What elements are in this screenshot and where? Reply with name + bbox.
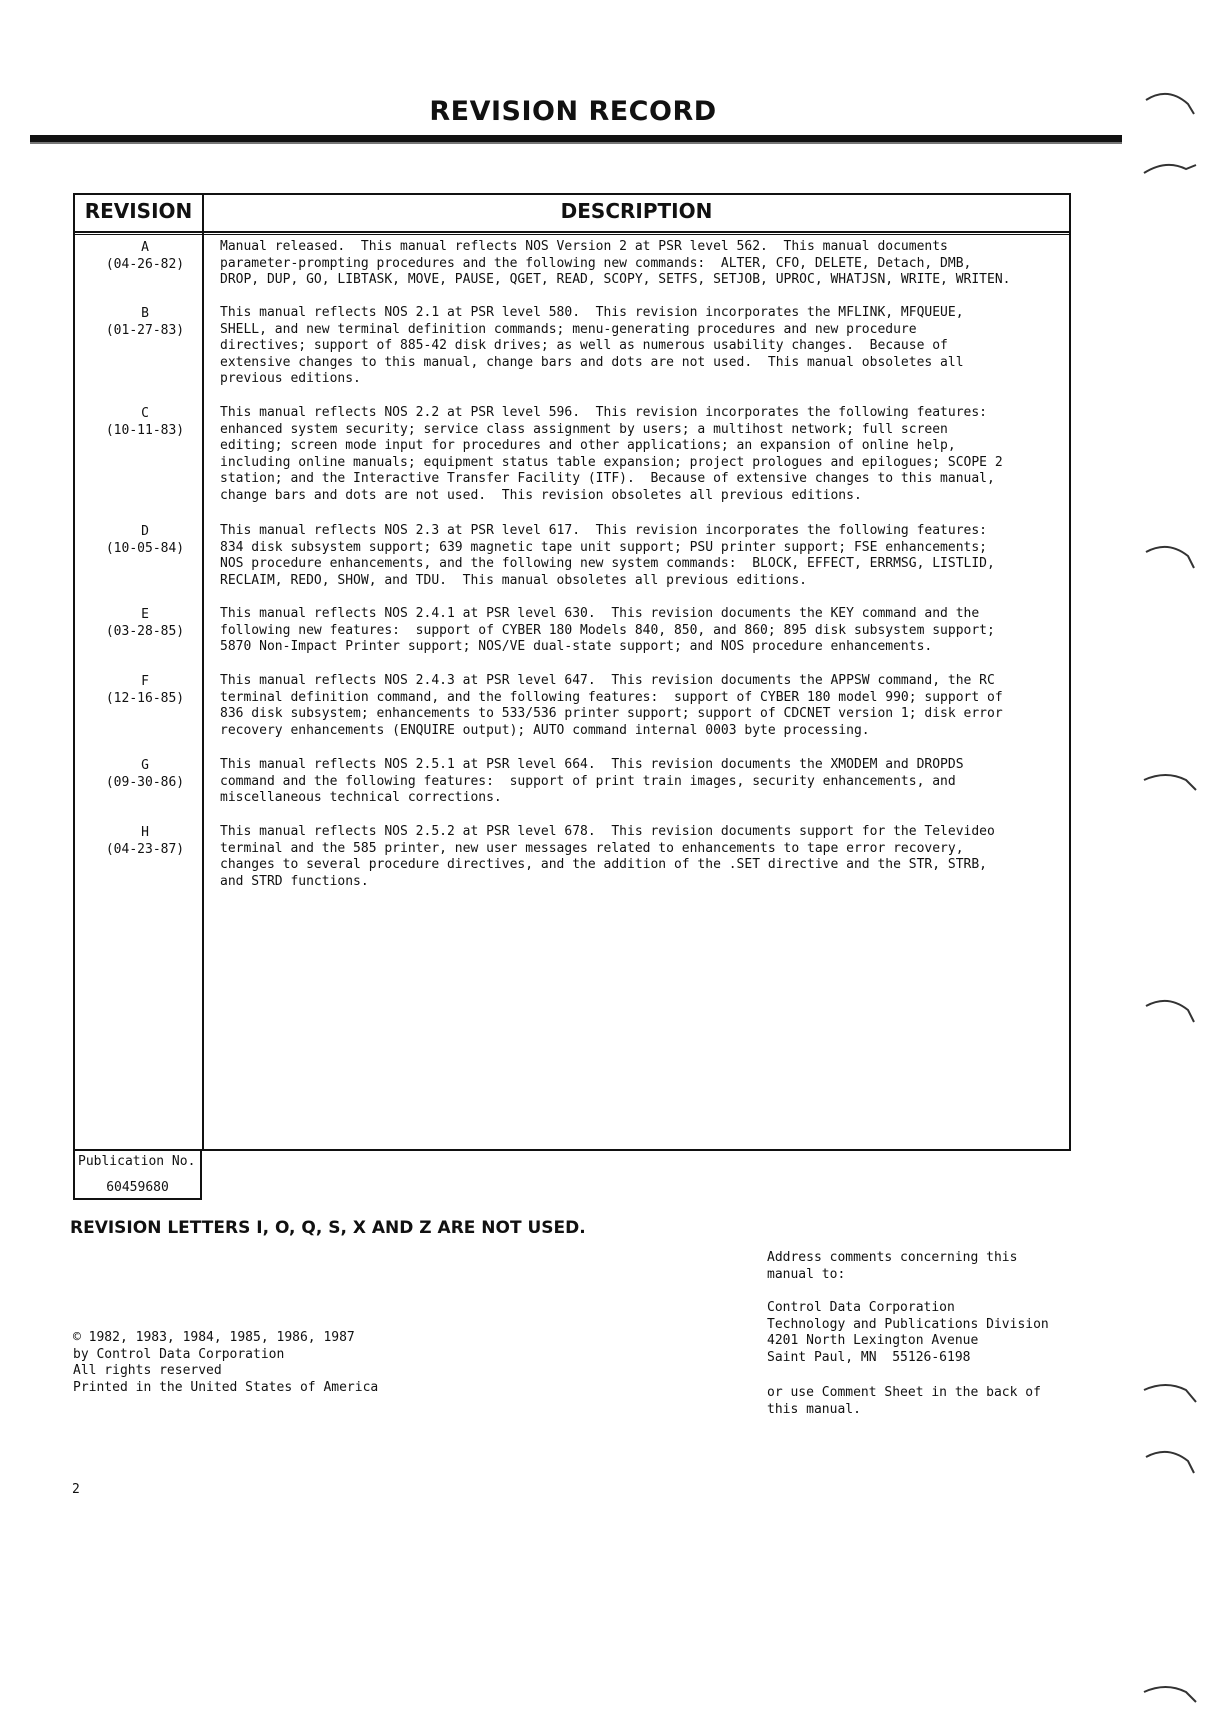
- unused-letters-notice: REVISION LETTERS I, O, Q, S, X AND Z ARE NOT USED.: [70, 1218, 586, 1238]
- binder-mark-icon: [1142, 1378, 1198, 1408]
- revision-column-header: REVISION: [84, 199, 193, 223]
- revision-date: (04-26-82): [105, 257, 185, 272]
- revision-letter: H: [141, 825, 149, 840]
- revision-date: (12-16-85): [105, 691, 185, 706]
- binder-mark-icon: [1142, 1445, 1198, 1475]
- revision-description: Manual released. This manual reflects NOS Version 2 at PSR level 562. This manual documents parameter-prompting procedures and the following new commands: ALTER, CFO, DELETE, Detach, DMB, DROP, DUP, GO, LIBTASK, MOVE, PAUSE, QGET, READ, SCOPY, SETFS, SETJOB, UPROC, WHATJSN, WRITE, WRITEN.: [220, 239, 1011, 288]
- revision-letter: C: [141, 406, 149, 421]
- revision-letter: D: [141, 524, 149, 539]
- revision-id: [75, 673, 215, 707]
- revision-date: (09-30-86): [105, 775, 185, 790]
- revision-id: [75, 523, 215, 557]
- revision-letter: E: [141, 607, 149, 622]
- revision-letter: B: [141, 306, 149, 321]
- revision-description: This manual reflects NOS 2.4.1 at PSR level 630. This revision documents the KEY command and the following new features: support of CYBER 180 Models 840, 850, and 860; 895 disk subsystem support; 5870 Non-Impact Printer support; NOS/VE dual-state support; and NOS procedure enhancements.: [220, 606, 995, 655]
- binder-mark-icon: [1142, 1680, 1198, 1710]
- revision-letter: A: [141, 240, 149, 255]
- description-column-header: DESCRIPTION: [560, 199, 713, 223]
- revision-id: [75, 239, 215, 273]
- revision-description: This manual reflects NOS 2.5.2 at PSR level 678. This revision documents support for the Televideo terminal and the 585 printer, new user messages related to enhancements to tape error recovery, changes to several procedure directives, and the addition of the .SET directive and the STR, STRB, and STRD functions.: [220, 824, 995, 889]
- revision-description: This manual reflects NOS 2.3 at PSR level 617. This revision incorporates the following features: 834 disk subsystem support; 639 magnetic tape unit support; PSU printer support; FSE enhancements; NOS procedure enhancements, and the following new system commands: BLOCK, EFFECT, ERRMSG, LISTLID, RECLAIM, REDO, SHOW, and TDU. This manual obsoletes all previous editions.: [220, 523, 995, 588]
- binder-mark-icon: [1142, 994, 1198, 1024]
- title-rule-shadow: [30, 142, 1122, 144]
- revision-letter: F: [141, 674, 149, 689]
- revision-date: (10-05-84): [105, 541, 185, 556]
- revision-date: (03-28-85): [105, 624, 185, 639]
- copyright-notice: © 1982, 1983, 1984, 1985, 1986, 1987 by Control Data Corporation All rights reserved Printed in the United States of America: [73, 1330, 379, 1395]
- binder-mark-icon: [1142, 155, 1198, 185]
- page-number: 2: [72, 1482, 80, 1497]
- table-header-double-rule: [75, 234, 1069, 235]
- revision-id: [75, 757, 215, 791]
- publication-number: 60459680: [106, 1180, 169, 1195]
- revision-date: (10-11-83): [105, 423, 185, 438]
- revision-id: [75, 305, 215, 339]
- revision-description: This manual reflects NOS 2.1 at PSR level 580. This revision incorporates the MFLINK, MFQUEUE, SHELL, and new terminal definition commands; menu-generating procedures and new procedure directives; support of 885-42 disk drives; as well as numerous usability changes. Because of extensive changes to this manual, change bars and dots are not used. This manual obsoletes all previous editions.: [220, 305, 964, 387]
- title-rule: [30, 135, 1122, 142]
- binder-mark-icon: [1142, 540, 1198, 570]
- address-intro: Address comments concerning this manual to:: [767, 1250, 1018, 1282]
- revision-description: This manual reflects NOS 2.4.3 at PSR level 647. This revision documents the APPSW command, the RC terminal definition command, and the following features: support of CYBER 180 model 990; support of 836 disk subsystem; enhancements to 533/536 printer support; support of CDCNET version 1; disk error recovery enhancements (ENQUIRE output); AUTO command internal 0003 byte processing.: [220, 673, 1003, 738]
- revision-id: [75, 824, 215, 858]
- publication-label: Publication No.: [78, 1154, 196, 1169]
- binder-mark-icon: [1142, 768, 1198, 798]
- mailing-address: Control Data Corporation Technology and Publications Division 4201 North Lexington Avenue Saint Paul, MN 55126-6198: [767, 1300, 1049, 1365]
- revision-description: This manual reflects NOS 2.5.1 at PSR level 664. This revision documents the XMODEM and DROPDS command and the following features: support of print train images, security enhancements, and miscellaneous technical corrections.: [220, 757, 964, 806]
- revision-id: [75, 606, 215, 640]
- revision-letter: G: [141, 758, 149, 773]
- revision-date: (04-23-87): [105, 842, 185, 857]
- publication-number-box: [73, 1151, 202, 1200]
- revision-description: This manual reflects NOS 2.2 at PSR level 596. This revision incorporates the following features: enhanced system security; service class assignment by users; a multihost network; full screen editing; screen mode input for procedures and other applications; an expansion of online help, including online manuals; equipment status table expansion; project prologues and epilogues; SCOPE 2 station; and the Interactive Transfer Facility (ITF). Because of extensive changes to this manual, change bars and dots are not used. This revision obsoletes all previous editions.: [220, 405, 1003, 503]
- comment-sheet-note: or use Comment Sheet in the back of this manual.: [767, 1385, 1041, 1417]
- page-title: REVISION RECORD: [429, 96, 717, 127]
- revision-date: (01-27-83): [105, 323, 185, 338]
- binder-mark-icon: [1142, 86, 1198, 116]
- revision-table: [73, 193, 1071, 1151]
- revision-id: [75, 405, 215, 439]
